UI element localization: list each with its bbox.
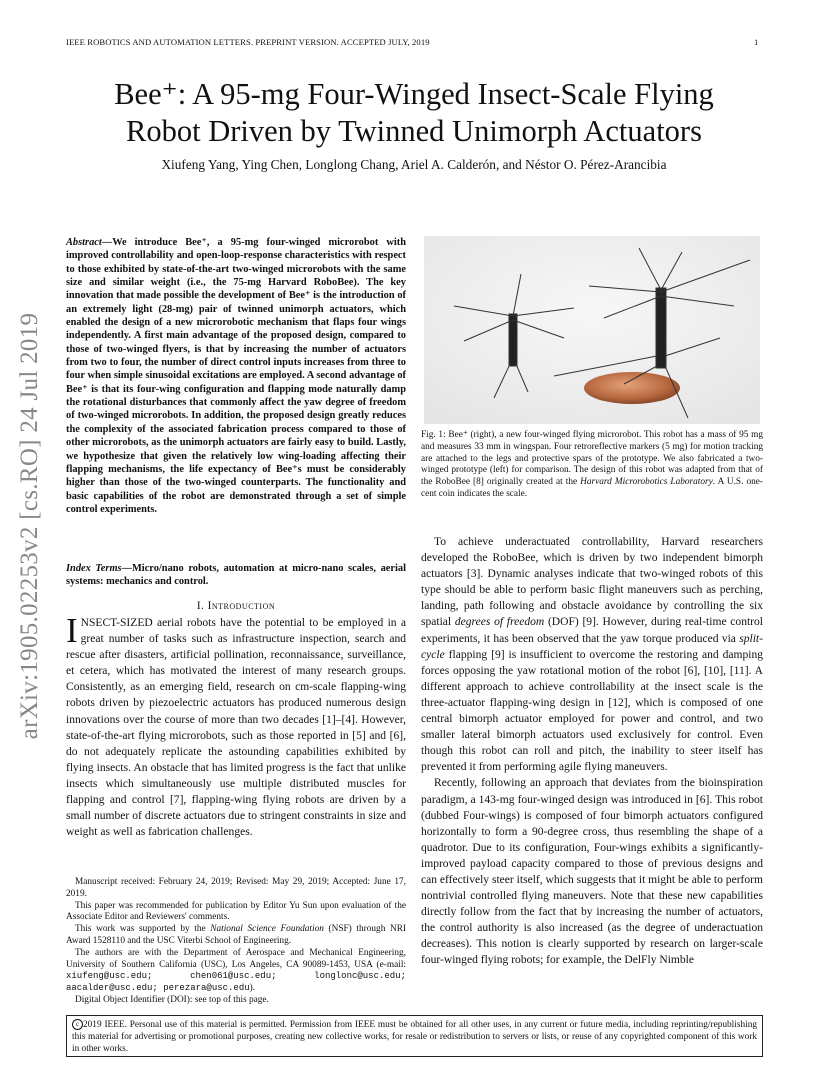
page-number: 1	[754, 37, 759, 47]
index-terms	[66, 562, 406, 589]
abstract-label: Abstract	[66, 237, 102, 248]
figure-photo	[424, 236, 760, 424]
footnote-doi: Digital Object Identifier (DOI): see top of this page.	[75, 994, 269, 1005]
footnotes	[66, 877, 406, 1007]
abstract	[66, 236, 406, 516]
title-line-2: Robot Driven by Twinned Unimorph Actuators	[126, 114, 702, 148]
drop-cap: I	[66, 611, 78, 650]
right-paragraph-2: Recently, following an approach that deviates from the bioinspiration paradigm, a 143-mg four-winged design was introduced in [6]. This robot (dubbed Four-wings) is composed of four bimorph actuators configured horizontally to form a 90-degree cross, thus resembling the shape of a quadrotor. Due to its configuration, Four-wings exhibits a significantly-improved payload capacity compared to those of previous designs and can effectively steer itself, which suggests that it might be able to perform nontrivial controlled flying maneuvers. Note that these new capabilities directly follow from the fact that by increasing the number of actuators, the control authority is also increased (as the degree of underactuation decreases). This notion is clearly supported by research on larger-scale four-winged flying robots; for example, the DelFly Nimble	[421, 777, 763, 967]
right-column-text	[421, 534, 763, 969]
paper-title	[40, 76, 788, 150]
abstract-text: —We introduce Bee⁺, a 95-mg four-winged microrobot with improved controllability and open-loop-response characteristics with respect to those exhibited by state-of-the-art two-winged microrobots with the same size and similar weight (i.e., the 75-mg Harvard RoboBee). The key innovation that made possible the development of Bee⁺ is the introduction of an extremely light (28-mg) pair of twinned unimorph actuators, which enabled the design of a new microrobotic mechanism that flaps four wings independently. A first main advantage of the proposed design, compared to those of two-winged flyers, is that by increasing the number of actuators from two to four, the number of direct control inputs increases from three to four when simple sinusoidal excitations are employed. A second advantage of Bee⁺ is that its four-wing configuration and flapping mode naturally damp the rotational disturbances that commonly affect the yaw degree of freedom of two-winged microrobots. In addition, the proposed design greatly reduces the complexity of the associated fabrication process compared to those of other microrobots, as the unimorph actuators are fairly easy to build. Lastly, we hypothesize that given the relatively low wing-loading affecting their flapping mechanisms, the life expectancy of Bee⁺s must be considerably higher than those of the two-winged counterparts. The functionality and basic capabilities of the robot are demonstrated through a set of simple control experiments.	[66, 237, 406, 515]
affiliation-end: ).	[249, 983, 256, 994]
caption-text: Fig. 1: Bee⁺ (right), a new four-winged flying microrobot. This robot has a mass of 95 mg and measures 33 mm in wingspan. Four retroreflective markers (5 mg) for motion tracking are attached to the legs and protective spars of the prototype. We also fabricated a two-winged prototype (left) for comparison. The design of this robot was adapted from that of the RoboBee [8] originally created at the	[421, 430, 763, 488]
footnote-received: Manuscript received: February 24, 2019; Revised: May 29, 2019; Accepted: June 17, 2019.	[66, 877, 406, 899]
affiliation-text: The authors are with the Department of Aerospace and Mechanical Engineering, University of Southern California (USC), Los Angeles, CA 90089-1453, USA (e-mail:	[66, 947, 406, 970]
introduction-text	[66, 611, 406, 840]
running-header: IEEE ROBOTICS AND AUTOMATION LETTERS. PREPRINT VERSION. ACCEPTED JULY, 2019	[66, 37, 430, 47]
intro-caps: NSECT-SIZED	[80, 617, 153, 629]
author-emails[interactable]: xiufeng@usc.edu; chen061@usc.edu; longlonc@usc.edu; aacalder@usc.edu; perezara@usc.edu	[66, 971, 406, 994]
section-number: I.	[196, 600, 208, 612]
nsf-name: National Science Foundation	[210, 924, 324, 935]
figure-caption	[421, 430, 763, 501]
index-terms-label: Index Terms	[66, 563, 122, 574]
robot-photo-illustration	[424, 236, 760, 424]
coin-icon	[584, 372, 680, 404]
copyright-icon: c	[72, 1019, 83, 1030]
support-text: This work was supported by the	[75, 924, 211, 935]
p1-split-cycle: split-cycle	[421, 632, 763, 661]
p1-dof: degrees of freedom	[454, 616, 545, 629]
caption-lab-name: Harvard Microrobotics Laboratory	[580, 477, 713, 488]
section-heading	[66, 600, 406, 612]
arxiv-id: arXiv:1905.02253v2 [cs.RO] 24 Jul 2019	[16, 312, 43, 740]
right-paragraph-1	[421, 534, 763, 775]
copyright-box	[66, 1015, 763, 1057]
support-text-end: (NSF) through NRI Award 1528110 and the USC Viterbi School of Engineering.	[66, 924, 407, 946]
p1-text-b: (DOF) [9]. However, during real-time control experiments, it has been observed that the yaw torque produced via	[421, 616, 764, 645]
footnote-support	[66, 924, 406, 948]
copyright-text: 2019 IEEE. Personal use of this material is permitted. Permission from IEEE must be obtained for all other uses, in any current or future media, including reprinting/republishing this material for advertising or promotional purposes, creating new collective works, for resale or redistribution to servers or lists, or reuse of any copyrighted component of this work in other works.	[72, 1020, 757, 1054]
intro-paragraph	[66, 611, 406, 840]
footnote-affiliation	[66, 948, 406, 995]
section-title: Introduction	[207, 600, 276, 612]
p1-text-c: flapping [9] is insufficient to overcome the restoring and damping forces opposing the yaw rotational motion of the robot [6], [10], [11]. A different approach to achieve controllability at the insect scale is the three-actuator flapping-wing design in [12], which is composed of one central bimorph actuator employed for power and control, and two smaller lateral bimorph actuators used exclusively for control. Even though this robot can roll and pitch, the inability to steer itself has prevented it from performing agile flying maneuvers.	[421, 648, 763, 774]
footnote-recommended: This paper was recommended for publication by Editor Yu Sun upon evaluation of the Associate Editor and Reviewers' comments.	[66, 900, 406, 923]
arxiv-watermark	[2, 294, 58, 758]
p1-text-a: To achieve underactuated controllability, Harvard researchers developed the RoboBee, which is driven by two independent bimorph actuators [3]. Dynamic analyses indicate that two-winged robots of this type should be able to perform basic flight maneuvers such as perching, landing, path following and obstacle avoidance by controlling the six spatial	[421, 536, 763, 629]
author-list: Xiufeng Yang, Ying Chen, Longlong Chang, Ariel A. Calderón, and Néstor O. Pérez-Arancibia	[161, 157, 667, 172]
caption-text-end: . A U.S. one-cent coin indicates the scale.	[421, 477, 763, 499]
index-terms-text: —Micro/nano robots, automation at micro-nano scales, aerial systems: mechanics and control.	[66, 563, 406, 588]
title-line-1: Bee⁺: A 95-mg Four-Winged Insect-Scale Flying	[114, 77, 714, 111]
intro-paragraph-text: aerial robots have the potential to be employed in a great number of tasks such as infrastructure inspection, search and rescue after disasters, artificial pollination, reconnaissance, surveillance, et cetera, which has motivated the interest of many research groups. Consistently, as an emerging field, research on cm-scale flapping-wing robots driven by piezoelectric actuators has produced numerous design innovations over the course of more than two decades [1]–[4]. However, state-of-the-art flying microrobots, such as those reported in [5] and [6], do not adequately replicate the astounding capabilities exhibited by flying insects. An obstacle that has limited progress is the fact that unlike insects which simultaneously use multiple distributed muscles for flapping and control [7], flapping-wing flying robots are driven by a small number of discrete actuators due to stringent constraints in size and weight as well as fabrication challenges.	[66, 617, 406, 839]
